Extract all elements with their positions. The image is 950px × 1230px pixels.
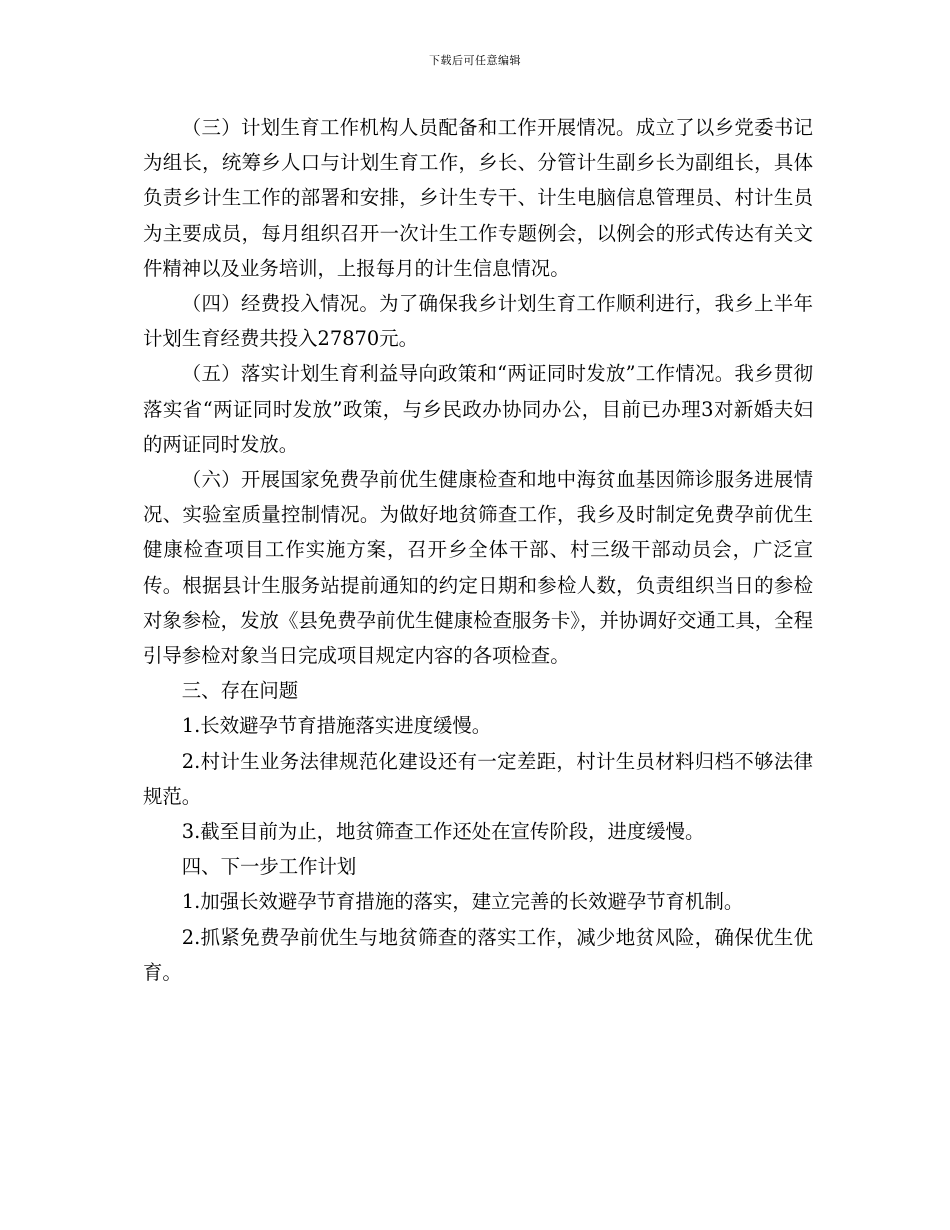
paragraph-prenatal-screening: （六）开展国家免费孕前优生健康检查和地中海贫血基因筛诊服务进展情况、实验室质量控制情况。为做好地贫筛查工作，我乡及时制定免费孕前优生健康检查项目工作实施方案，召开乡全体干部、村三级干部动员会，广泛宣传。根据县计生服务站提前通知的约定日期和参检人数，负责组织当日的参检对象参检，发放《县免费孕前优生健康检查服务卡》，并协调好交通工具，全程引导参检对象当日完成项目规定内容的各项检查。	[143, 468, 813, 668]
problem-item-2: 2.村计生业务法律规范化建设还有一定差距，村计生员材料归档不够法律规范。	[143, 749, 813, 808]
section-heading-problems: 三、存在问题	[181, 679, 299, 703]
plan-item-1: 1.加强长效避孕节育措施的落实，建立完善的长效避孕节育机制。	[181, 890, 744, 914]
paragraph-staffing: （三）计划生育工作机构人员配备和工作开展情况。成立了以乡党委书记为组长，统筹乡人口与计划生育工作，乡长、分管计生副乡长为副组长，具体负责乡计生工作的部署和安排，乡计生专干、计生电脑信息管理员、村计生员为主要成员，每月组织召开一次计生工作专题例会，以例会的形式传达有关文件精神以及业务培训，上报每月的计生信息情况。	[143, 116, 813, 280]
paragraph-two-certificates: （五）落实计划生育利益导向政策和“两证同时发放”工作情况。我乡贯彻落实省“两证同时发放”政策，与乡民政办协同办公，目前已办理3对新婚夫妇的两证同时发放。	[143, 362, 813, 456]
section-heading-next-steps: 四、下一步工作计划	[181, 855, 357, 879]
page-header: 下载后可任意编辑	[429, 54, 521, 67]
problem-item-3: 3.截至目前为止，地贫筛查工作还处在宣传阶段，进度缓慢。	[181, 820, 705, 844]
problem-item-1: 1.长效避孕节育措施落实进度缓慢。	[181, 714, 492, 738]
paragraph-funding: （四）经费投入情况。为了确保我乡计划生育工作顺利进行，我乡上半年计划生育经费共投入27870元。	[143, 292, 813, 351]
document-body	[143, 110, 813, 990]
plan-item-2: 2.抓紧免费孕前优生与地贫筛查的落实工作，减少地贫风险，确保优生优育。	[143, 925, 813, 984]
